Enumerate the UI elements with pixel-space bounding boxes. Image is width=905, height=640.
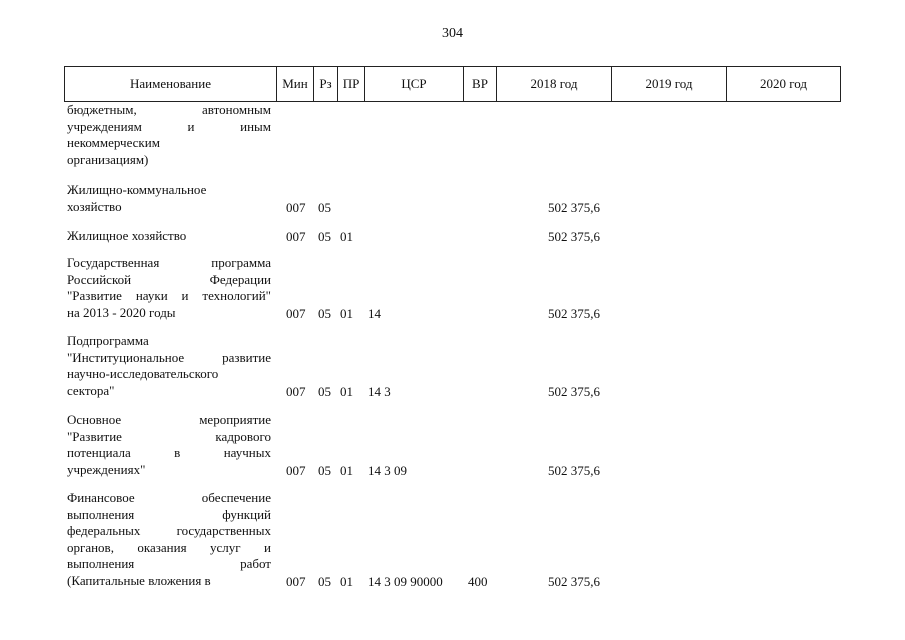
row-name-line: Государственная программа <box>67 255 271 270</box>
row-name-line: "Развитие кадрового <box>67 428 271 444</box>
row-min: 007 <box>286 573 306 589</box>
row-name-line: "Развитие науки и технологий" <box>67 288 271 303</box>
row-min: 007 <box>286 229 306 244</box>
header-2019: 2019 год <box>611 67 726 101</box>
page-number: 304 <box>442 26 463 41</box>
row-name-line: бюджетным, автономным <box>67 102 271 117</box>
row-name-line: научно-исследовательского <box>67 366 219 381</box>
header-rz: Рз <box>313 67 337 101</box>
row-name <box>67 255 271 321</box>
row-name <box>67 333 271 399</box>
row-rz: 05 <box>318 383 331 399</box>
row-rz: 05 <box>318 573 331 589</box>
row-name-line: органов, оказания услуг и <box>67 539 271 555</box>
row-name-line: Основное мероприятие <box>67 412 271 427</box>
row-pr: 01 <box>340 229 353 244</box>
row-name-line: потенциала в научных <box>67 445 271 460</box>
row-pr: 01 <box>340 573 353 589</box>
header-vr: ВР <box>463 67 496 101</box>
row-name-line: некоммерческим <box>67 135 160 150</box>
table-header <box>64 66 841 102</box>
row-name <box>67 490 271 589</box>
row-min: 007 <box>286 462 306 478</box>
header-name: Наименование <box>64 67 276 101</box>
row-year-2018: 502 375,6 <box>548 462 600 478</box>
row-name-line: (Капитальные вложения в <box>67 572 211 588</box>
row-vr: 400 <box>468 573 488 589</box>
row-min: 007 <box>286 199 306 215</box>
header-csr: ЦСР <box>364 67 463 101</box>
row-name-line: учреждениям и иным <box>67 118 271 134</box>
row-name-line: сектора" <box>67 382 115 398</box>
row-rz: 05 <box>318 462 331 478</box>
row-name <box>67 102 271 168</box>
row-name <box>67 412 271 478</box>
row-csr: 14 <box>368 305 381 321</box>
row-name <box>67 228 271 245</box>
row-name-line: "Институциональное развитие <box>67 349 271 365</box>
row-name-line: Финансовое обеспечение <box>67 490 271 505</box>
row-name-line: выполнения работ <box>67 556 271 571</box>
row-name-line: Жилищно-коммунальное <box>67 182 207 197</box>
row-min: 007 <box>286 383 306 399</box>
row-name-line: учреждениях" <box>67 461 146 477</box>
header-2020: 2020 год <box>726 67 841 101</box>
header-pr: ПР <box>337 67 364 101</box>
row-rz: 05 <box>318 199 331 215</box>
row-pr: 01 <box>340 305 353 321</box>
row-year-2018: 502 375,6 <box>548 573 600 589</box>
row-rz: 05 <box>318 229 331 244</box>
header-2018: 2018 год <box>496 67 611 101</box>
row-name-line: Жилищное хозяйство <box>67 228 187 243</box>
row-csr: 14 3 <box>368 383 391 399</box>
row-name-line: федеральных государственных <box>67 523 271 538</box>
row-name-line: Российской Федерации <box>67 271 271 287</box>
row-year-2018: 502 375,6 <box>548 229 600 244</box>
row-csr: 14 3 09 <box>368 462 407 478</box>
row-csr: 14 3 09 90000 <box>368 573 443 589</box>
row-name-line: на 2013 - 2020 годы <box>67 304 176 320</box>
row-pr: 01 <box>340 383 353 399</box>
row-name-line: организациям) <box>67 151 149 167</box>
row-year-2018: 502 375,6 <box>548 383 600 399</box>
row-year-2018: 502 375,6 <box>548 199 600 215</box>
row-name-line: Подпрограмма <box>67 333 149 348</box>
row-rz: 05 <box>318 305 331 321</box>
row-pr: 01 <box>340 462 353 478</box>
row-name <box>67 182 271 215</box>
header-min: Мин <box>276 67 313 101</box>
row-name-line: выполнения функций <box>67 506 271 522</box>
row-name-line: хозяйство <box>67 198 122 214</box>
row-year-2018: 502 375,6 <box>548 305 600 321</box>
row-min: 007 <box>286 305 306 321</box>
